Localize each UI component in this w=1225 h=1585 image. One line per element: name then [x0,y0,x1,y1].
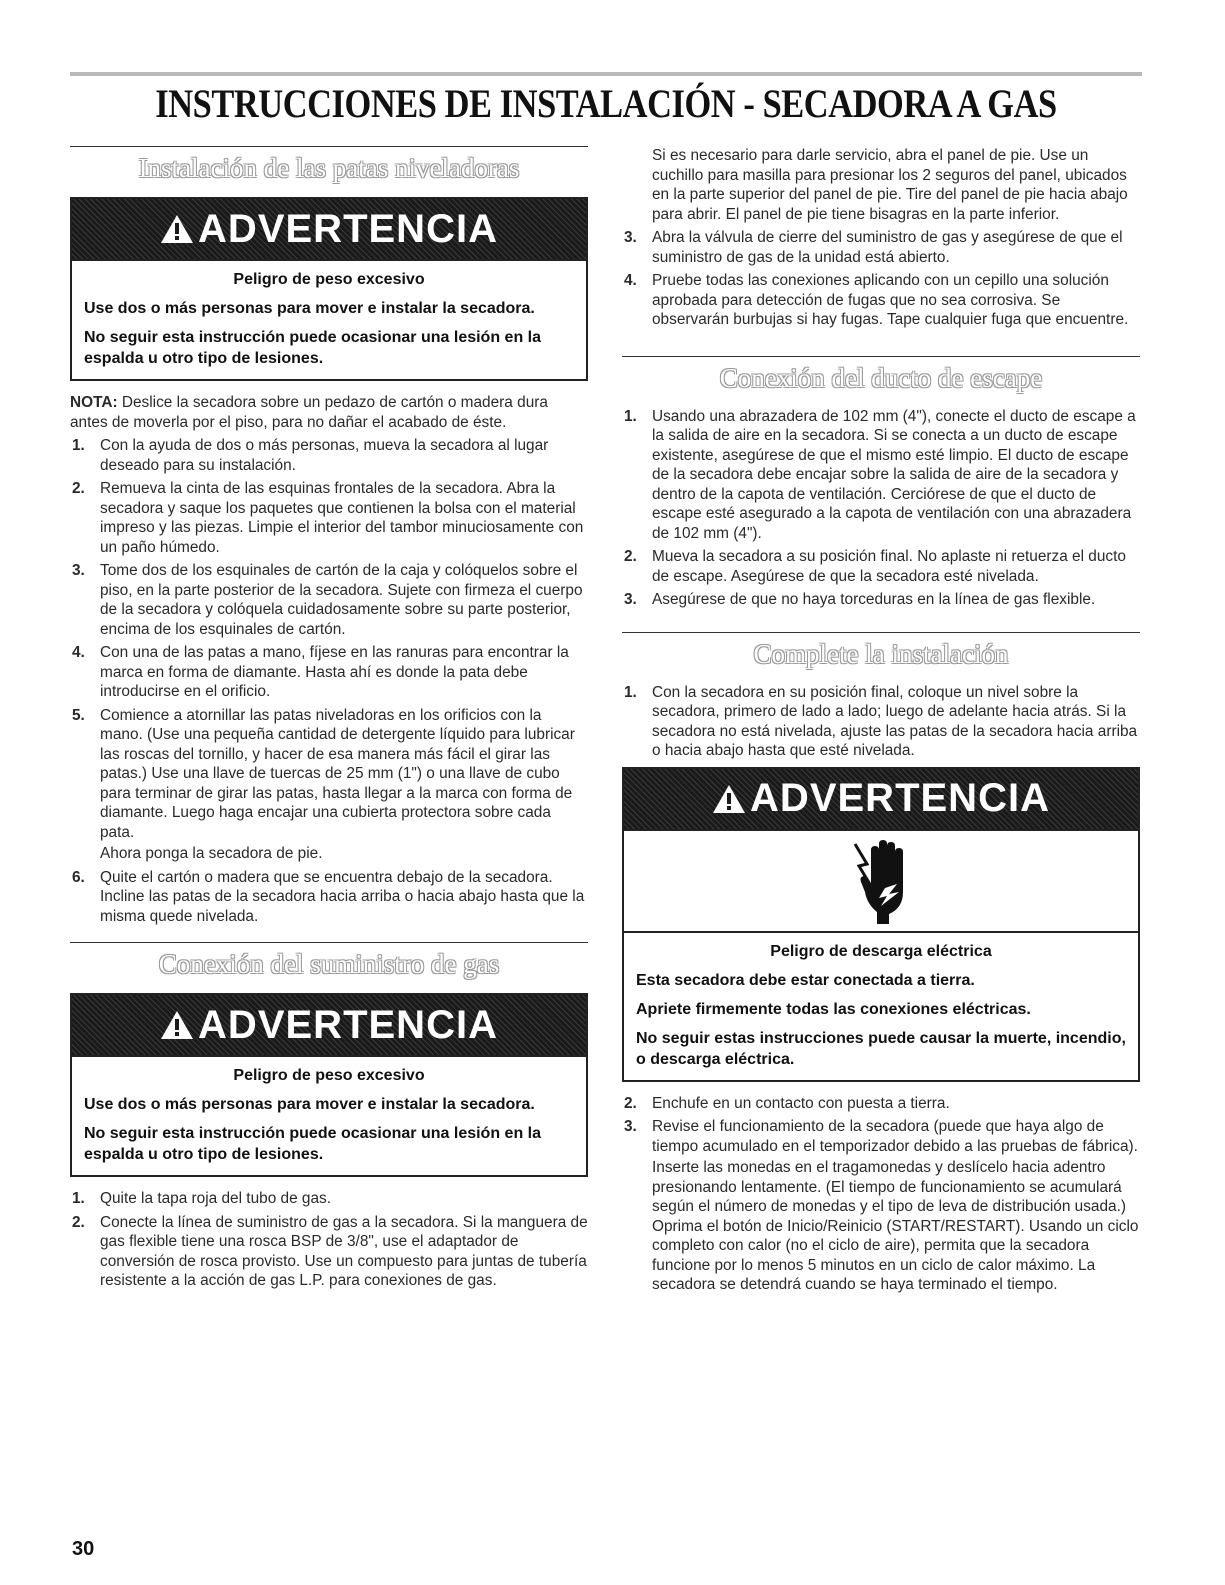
list-item [70,561,588,639]
section-divider [70,146,588,147]
step-text: Con la secadora en su posición final, coloque un nivel sobre la secadora, primero de lado a lado; luego de adelante hacia atrás. Si la secadora no está nivelada, ajuste las patas de la secadora hacia arriba o hacia abajo hasta que esté nivelada. [652,683,1138,759]
step-text: Revise el funcionamiento de la secadora (puede que haya algo de tiempo acumulado en el temporizador debido a las pruebas de fábrica). [652,1118,1138,1155]
list-item [70,1189,588,1209]
step-text: Usando una abrazadera de 102 mm (4"), conecte el ducto de escape a la salida de aire en la secadora. Si se conecta a un ducto de escape existente, asegúrese de que el mismo esté limpio. El ducto de escape de la secadora debe encajar sobre la salida de aire de la secadora y dentro de la capota de ventilación. Cerciórese de que el ducto de escape esté asegurado a la capota de ventilación con una abrazadera de 102 mm (4"). [652,407,1136,542]
step-number: 2. [624,1094,637,1112]
list-item [622,683,1140,761]
list-item [622,590,1140,610]
step-number: 3. [624,591,637,608]
warning-body [72,1057,586,1175]
list-item [70,868,588,927]
step-text: Mueva la secadora a su posición final. No aplaste ni retuerza el ducto de escape. Asegúrese de que la secadora esté nivelada. [652,548,1126,585]
warning-body [72,261,586,379]
list-item [622,547,1140,586]
warning-triangle-icon [712,784,746,814]
step-text: Con la ayuda de dos o más personas, mueva la secadora al lugar deseado para su instalación. [100,437,549,474]
warning-body [624,933,1138,1080]
warning-text: Esta secadora debe estar conectada a tierra. [636,971,975,989]
list-item [70,436,588,475]
section-divider [70,942,588,943]
note-label: NOTA: [70,394,118,411]
warning-header [624,769,1138,831]
section-title-exhaust-duct: Conexión del ducto de escape [719,362,1043,393]
warning-text: No seguir estas instrucciones puede causar la muerte, incendio, o descarga eléctrica. [636,1029,1126,1068]
shock-hazard-row [624,831,1138,933]
warning-subtitle: Peligro de peso excesivo [233,271,425,288]
step-number: 4. [72,644,85,661]
warning-subtitle: Peligro de peso excesivo [233,1067,425,1084]
step-text: Pruebe todas las conexiones aplicando con un cepillo una solución aprobada para detección de fugas que no sea corrosiva. Se observarán burbujas si hay fugas. Tape cualquier fuga que encuentre. [652,272,1129,328]
gas-supply-content [70,1189,588,1291]
section-title-gas-supply: Conexión del suministro de gas [158,949,500,979]
gas-supply-continued [622,146,1140,330]
step-number: 3. [624,1118,637,1135]
warning-box-weight [70,993,588,1177]
toe-panel-paragraph: Si es necesario para darle servicio, abra el panel de pie. Use un cuchillo para masilla para presionar los 2 seguros del panel, ubicados en la parte superior del panel de pie. Tire del panel de pie hacia abajo para abrir. El panel de pie tiene bisagras en la parte inferior. [652,147,1128,223]
step-number: 5. [72,706,85,724]
step-number: 1. [624,407,637,425]
list-item [622,228,1140,267]
list-item [622,1117,1140,1295]
step-text: Abra la válvula de cierre del suministro de gas y asegúrese de que el suministro de gas de la unidad está abierto. [652,229,1123,266]
steps-list [622,407,1140,610]
list-item [70,479,588,557]
warning-box-weight [70,197,588,381]
step-number: 1. [624,683,637,701]
steps-list [622,228,1140,330]
warning-label: ADVERTENCIA [198,206,498,251]
complete-installation-content [622,683,1140,761]
list-item [70,706,588,864]
step-text: Comience a atornillar las patas niveladoras en los orificios con la mano. (Use una pequeña cantidad de detergente líquido para lubricar las roscas del tornillo, y hacer de esa manera más fácil el girar las patas.) Use una llave de tuercas de 25 mm (1") o una llave de cubo para terminar de girar las patas, hasta llegar a la marca con forma de diamante. Luego haga encajar una cubierta protectora sobre cada pata. [100,706,575,841]
note-text: Deslice la secadora sobre un pedazo de cartón o madera dura antes de moverla por el piso, para no dañar el acabado de éste. [70,394,548,431]
warning-subtitle: Peligro de descarga eléctrica [770,942,992,960]
steps-list [70,436,588,926]
step-text: Quite la tapa roja del tubo de gas. [100,1190,332,1207]
warning-triangle-icon [160,214,194,244]
leveling-legs-content [70,393,588,926]
section-title-leveling-legs: Instalación de las patas niveladoras [138,153,520,183]
warning-triangle-icon [160,1010,194,1040]
warning-header [72,995,586,1057]
list-item [622,407,1140,544]
step-number: 4. [624,272,637,289]
warning-text: No seguir esta instrucción puede ocasionar una lesión en la espalda u otro tipo de lesiones. [84,329,542,367]
list-item [70,1213,588,1291]
step-extra-text: Inserte las monedas en el tragamonedas y deslícelo hacia adentro presionando lentamente. (El tiempo de funcionamiento se acumulará según el número de monedas y el tipo de leva de distribución usada.) Oprima el botón de Inicio/Reinicio (START/RESTART). Usando un ciclo completo con calor (no el ciclo de aire), permita que la secadora funcione por lo menos 5 minutos en un ciclo de calor máximo. La secadora se detendrá cuando se haya terminado el tiempo. [652,1159,1139,1293]
warning-text: Use dos o más personas para mover e instalar la secadora. [84,1096,535,1113]
steps-list [622,683,1140,761]
warning-header [72,199,586,261]
list-item [622,1094,1140,1114]
steps-list [622,1094,1140,1295]
section-title-complete-installation: Complete la instalación [753,638,1009,669]
complete-installation-steps [622,1094,1140,1295]
step-number: 1. [72,437,85,454]
warning-label: ADVERTENCIA [750,776,1050,820]
step-number: 3. [624,229,637,246]
note-paragraph [70,393,588,432]
step-number: 2. [72,1213,85,1231]
list-item [70,643,588,702]
page-number: 30 [72,1538,95,1560]
section-divider [622,356,1140,357]
left-column [70,146,588,1295]
warning-text: Apriete firmemente todas las conexiones eléctricas. [636,1000,1031,1018]
step-text: Remueva la cinta de las esquinas frontales de la secadora. Abra la secadora y saque los paquetes que contienen la bolsa con el material impreso y las piezas. Limpie el interior del tambor minuciosamente con un paño húmedo. [100,480,584,556]
steps-list [70,1189,588,1291]
step-text: Enchufe en un contacto con puesta a tierra. [652,1094,950,1112]
step-text: Con una de las patas a mano, fíjese en las ranuras para encontrar la marca en forma de diamante. Hasta ahí es donde la pata debe introducirse en el orificio. [100,644,569,700]
step-number: 2. [72,480,85,497]
warning-text: Use dos o más personas para mover e instalar la secadora. [84,300,535,317]
list-item [622,271,1140,330]
right-column [622,146,1140,1299]
step-extra-text: Ahora ponga la secadora de pie. [100,845,323,862]
step-number: 1. [72,1190,85,1207]
step-number: 3. [72,562,85,579]
step-text: Conecte la línea de suministro de gas a la secadora. Si la manguera de gas flexible tiene una rosca BSP de 3/8", use el adaptador de conversión de rosca provisto. Use un compuesto para juntas de tubería resistente a la acción de gas L.P. para conexiones de gas. [100,1213,588,1289]
warning-label: ADVERTENCIA [198,1002,498,1047]
step-number: 6. [72,868,85,886]
step-number: 2. [624,548,637,565]
warning-text: No seguir esta instrucción puede ocasionar una lesión en la espalda u otro tipo de lesiones. [84,1125,542,1163]
warning-box-electric [622,767,1140,1082]
page-title: INSTRUCCIONES DE INSTALACIÓN - SECADORA A GAS [155,81,1057,126]
exhaust-duct-content [622,407,1140,610]
section-divider [622,632,1140,633]
step-text: Tome dos de los esquinales de cartón de la caja y colóquelos sobre el piso, en la parte posterior de la secadora. Sujete con firmeza el cuerpo de la secadora y colóquela cuidadosamente sobre su parte posterior, encima de los esquinales de cartón. [100,562,583,638]
step-text: Quite el cartón o madera que se encuentra debajo de la secadora. Incline las patas de la secadora hacia arriba o hacia abajo hasta que la misma quede nivelada. [100,868,585,925]
electric-shock-hand-icon [841,836,921,926]
header-rule [70,72,1142,76]
step-text: Asegúrese de que no haya torceduras en la línea de gas flexible. [652,591,1096,608]
